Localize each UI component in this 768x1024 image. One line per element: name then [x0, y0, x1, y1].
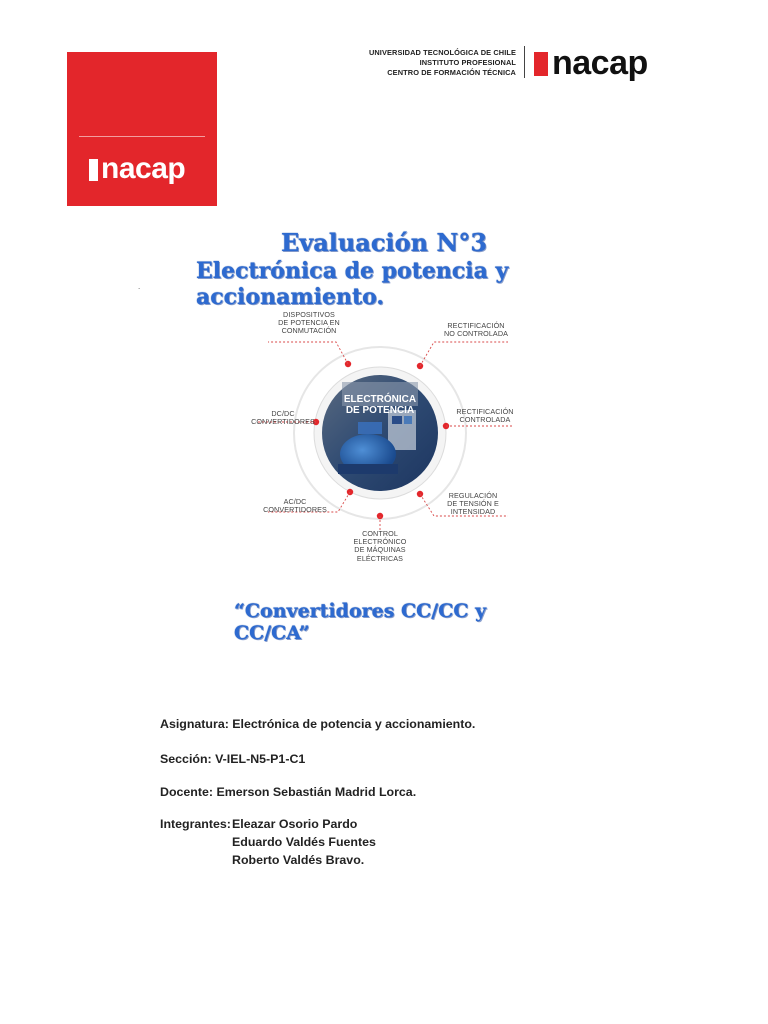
title-line-2: Electrónica de potencia y accionamiento. [196, 258, 509, 310]
cover-logo-rule [79, 136, 205, 137]
subtitle: “Convertidores CC/CC y CC/CA” [234, 600, 487, 644]
seccion-line: Sección: V-IEL-N5-P1-C1 [160, 752, 306, 766]
label-bot-left: AC/DC CONVERTIDORES [263, 497, 327, 515]
institution-line-3: CENTRO DE FORMACIÓN TÉCNICA [387, 68, 516, 77]
integrante-2: Eduardo Valdés Fuentes [232, 835, 376, 849]
header-logo [534, 44, 648, 83]
label-mid-left: DC/DC CONVERTIDORES [251, 409, 315, 427]
header-logo-mark-icon [534, 52, 548, 76]
label-mid-right: RECTIFICACIÓN CONTROLADA [456, 407, 514, 425]
center-label-2: DE POTENCIA [345, 405, 415, 416]
label-top-right: RECTIFICACIÓN NO CONTROLADA [444, 321, 508, 339]
integrante-1: Eleazar Osorio Pardo [232, 817, 358, 831]
integrantes-label: Integrantes: [160, 817, 231, 831]
header-logo-text: nacap [552, 44, 648, 82]
connector-top-right [420, 342, 508, 366]
power-electronics-diagram [238, 302, 528, 572]
institution-lines [360, 48, 516, 78]
title-line-1: Evaluación N°3 [280, 228, 488, 257]
cover-logo [89, 152, 185, 186]
center-label-1: ELECTRÓNICA [343, 394, 417, 405]
integrante-3: Roberto Valdés Bravo. [232, 853, 365, 867]
cover-logo-block [67, 52, 217, 206]
node-dot [417, 363, 423, 369]
docente-line: Docente: Emerson Sebastián Madrid Lorca. [160, 785, 417, 799]
logo-mark-icon [89, 159, 98, 181]
institution-line-2: INSTITUTO PROFESIONAL [419, 58, 516, 67]
institution-line-1: UNIVERSIDAD TECNOLÓGICA DE CHILE [368, 48, 516, 57]
label-bottom: CONTROL ELECTRÓNICO DE MÁQUINAS ELÉCTRICAS [353, 529, 407, 563]
cover-logo-text: nacap [101, 152, 186, 185]
connector-top-left [268, 342, 348, 364]
label-bot-right: REGULACIÓN DE TENSIÓN E INTENSIDAD [447, 491, 499, 517]
label-top-left: DISPOSITIVOS DE POTENCIA EN CONMUTACIÓN [278, 310, 340, 336]
header-divider [524, 46, 525, 78]
asignatura-line: Asignatura: Electrónica de potencia y accionamiento. [160, 717, 476, 731]
stray-dot: . [138, 282, 141, 291]
